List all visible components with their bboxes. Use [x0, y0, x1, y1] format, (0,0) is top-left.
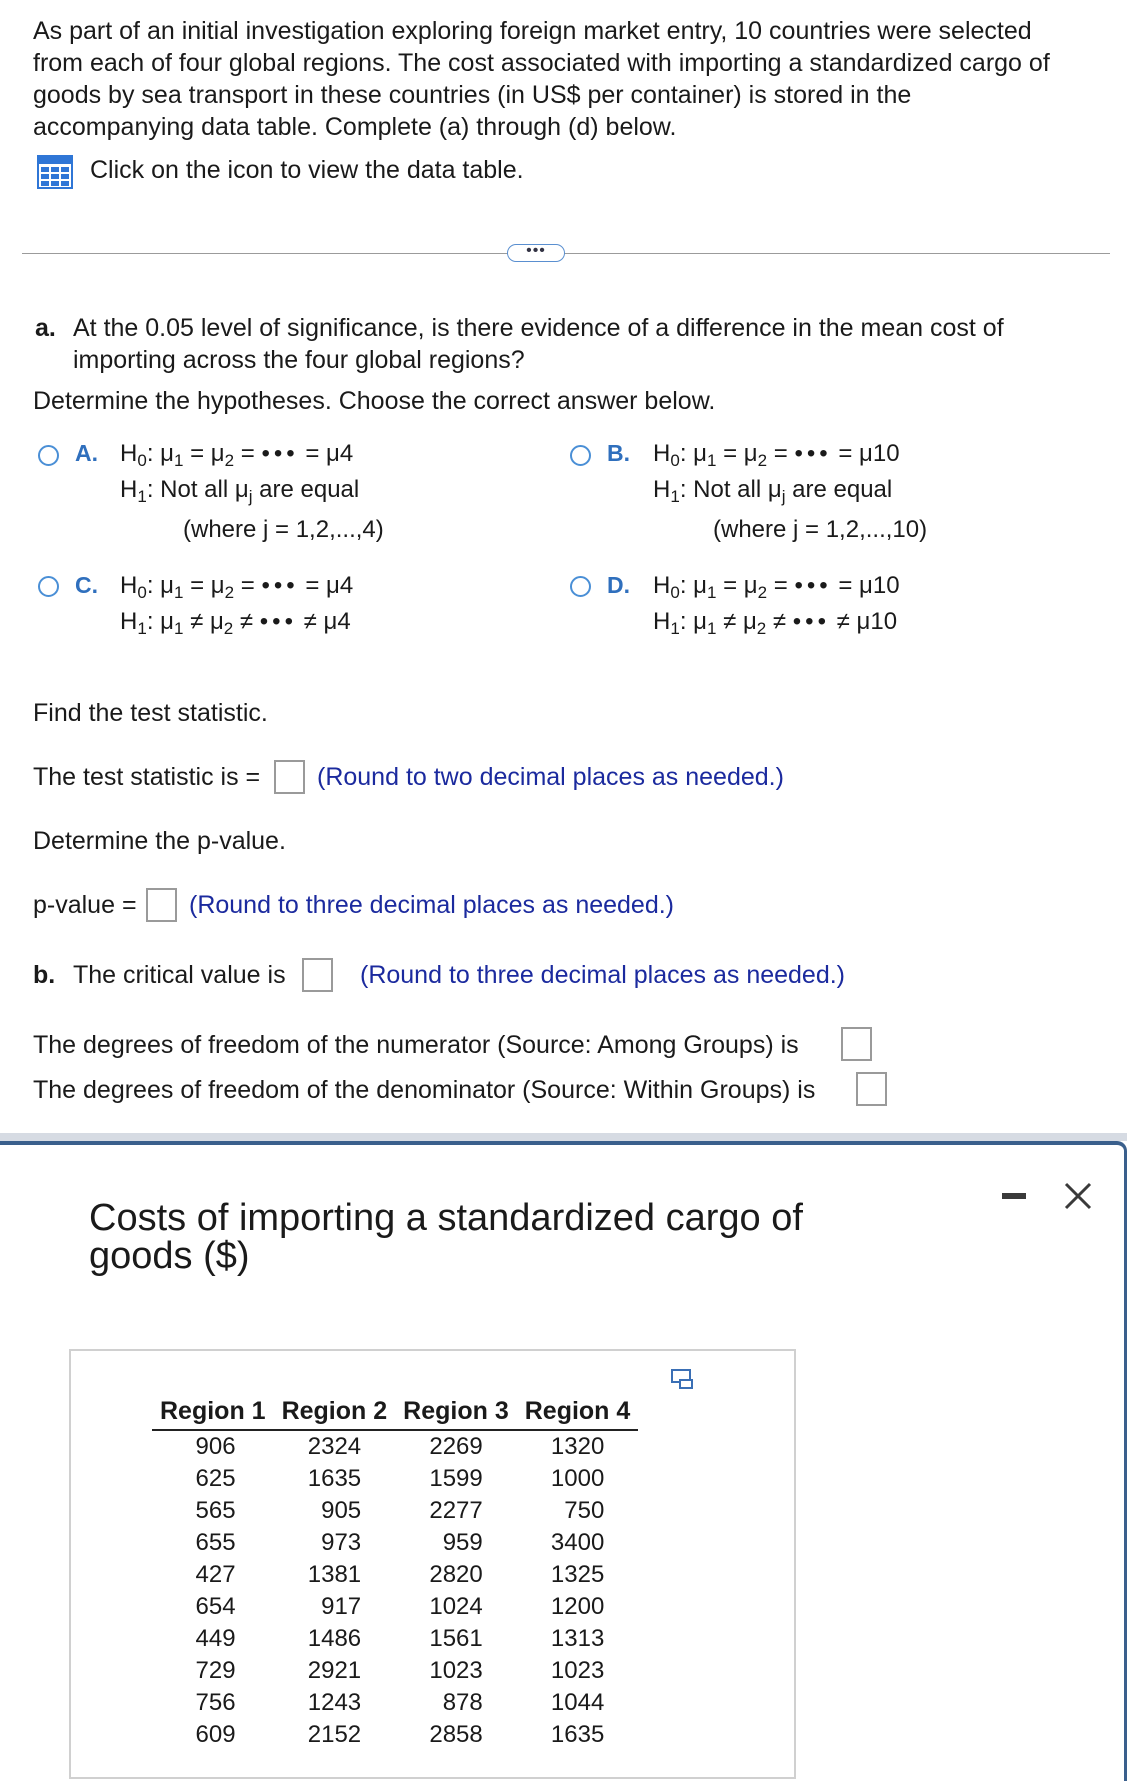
- option-c-h0-end: = μ4: [305, 572, 354, 599]
- question-line: At the 0.05 level of significance, is there evidence of a difference in the mean cost of: [73, 314, 1004, 342]
- option-d-h1-end: ≠ μ10: [836, 608, 898, 635]
- intro-line: As part of an initial investigation exploring foreign market entry, 10 countries were selected: [33, 17, 1032, 45]
- table-cell: 1325: [550, 1561, 605, 1588]
- table-header-row: [152, 1393, 638, 1430]
- dialog-title-line: Costs of importing a standardized cargo of: [89, 1197, 803, 1239]
- table-cell: 1635: [307, 1465, 362, 1492]
- table-cell: 565: [195, 1497, 236, 1524]
- header-region-4: Region 4: [517, 1393, 639, 1430]
- option-a-h1-text: Not all μ: [160, 476, 249, 503]
- table-cell: 1023: [429, 1657, 483, 1684]
- table-row: [152, 1559, 638, 1591]
- table-cell: 2858: [429, 1721, 483, 1748]
- table-cell: 1044: [550, 1689, 605, 1716]
- option-b-where: (where j = 1,2,...,10): [713, 516, 928, 543]
- intro-paragraph: [33, 15, 1113, 143]
- table-cell: 959: [442, 1529, 483, 1556]
- table-cell: 917: [321, 1593, 362, 1620]
- table-cell: 1486: [307, 1625, 362, 1652]
- option-c-h1: $H_1$: $\mu_1 \ne \mu_2$ ≠ ••• ≠ μ4: [120, 608, 351, 638]
- option-c-radio[interactable]: [38, 576, 59, 597]
- option-c-h1-end: ≠ μ4: [303, 608, 351, 635]
- table-cell: 1313: [550, 1625, 605, 1652]
- table-cell: 655: [195, 1529, 236, 1556]
- pvalue-hint: (Round to three decimal places as needed.): [189, 891, 675, 919]
- table-cell: 1000: [550, 1465, 605, 1492]
- copy-icon[interactable]: [671, 1368, 695, 1390]
- intro-line: goods by sea transport in these countries (in US$ per container) is stored in the: [33, 81, 912, 109]
- hypotheses-prompt: Determine the hypotheses. Choose the correct answer below.: [33, 387, 716, 415]
- costs-table: [152, 1393, 638, 1751]
- table-row: [152, 1463, 638, 1495]
- table-cell: 654: [195, 1593, 236, 1620]
- pvalue-input[interactable]: [146, 888, 177, 922]
- df-denominator-label: The degrees of freedom of the denominator (Source: Within Groups) is: [33, 1076, 816, 1104]
- dialog-title-line: goods ($): [89, 1235, 250, 1277]
- header-region-1: Region 1: [152, 1393, 274, 1430]
- table-row: [152, 1591, 638, 1623]
- table-cell: 2921: [307, 1657, 362, 1684]
- table-cell: 3400: [550, 1529, 605, 1556]
- find-stat-prompt: Find the test statistic.: [33, 699, 268, 727]
- header-region-2: Region 2: [274, 1393, 396, 1430]
- table-cell: 1024: [429, 1593, 483, 1620]
- minimize-icon: [1000, 1182, 1028, 1210]
- option-b-letter[interactable]: B.: [607, 440, 630, 466]
- dialog-title: [89, 1199, 803, 1275]
- data-table-icon[interactable]: [37, 155, 73, 189]
- option-b-radio[interactable]: [570, 445, 591, 466]
- table-cell: 1381: [307, 1561, 362, 1588]
- close-button[interactable]: [1062, 1180, 1094, 1212]
- critical-value-input[interactable]: [302, 958, 333, 992]
- option-a-h0-end: = μ4: [305, 440, 354, 467]
- option-b-h0: $H_0$: $\mu_1 = \mu_2$ = ••• = μ10: [653, 440, 900, 470]
- table-cell: 1243: [307, 1689, 362, 1716]
- table-cell: 1320: [550, 1433, 605, 1460]
- df-numerator-input[interactable]: [841, 1027, 872, 1061]
- question-line: importing across the four global regions?: [73, 346, 525, 374]
- table-cell: 973: [321, 1529, 362, 1556]
- table-cell: 1635: [550, 1721, 605, 1748]
- test-statistic-input[interactable]: [274, 760, 305, 794]
- minimize-button[interactable]: [1000, 1182, 1028, 1210]
- table-cell: 729: [195, 1657, 236, 1684]
- table-cell: 2820: [429, 1561, 483, 1588]
- table-cell: 1599: [429, 1465, 483, 1492]
- table-cell: 2324: [307, 1433, 362, 1460]
- table-row: [152, 1719, 638, 1751]
- table-cell: 1023: [550, 1657, 605, 1684]
- table-cell: 750: [564, 1497, 605, 1524]
- stat-hint: (Round to two decimal places as needed.): [317, 763, 784, 791]
- table-cell: 427: [195, 1561, 236, 1588]
- df-numerator-label: The degrees of freedom of the numerator (Source: Among Groups) is: [33, 1031, 799, 1059]
- option-a-letter[interactable]: A.: [75, 440, 98, 466]
- option-b-h1-tail: are equal: [792, 476, 893, 503]
- section-divider: [22, 253, 1110, 254]
- table-cell: 625: [195, 1465, 236, 1492]
- option-c-h0: $H_0$: $\mu_1 = \mu_2$ = ••• = μ4: [120, 572, 354, 602]
- table-cell: 878: [442, 1689, 483, 1716]
- option-d-h0-end: = μ10: [838, 572, 900, 599]
- option-a-radio[interactable]: [38, 445, 59, 466]
- table-cell: 1561: [429, 1625, 483, 1652]
- table-row: [152, 1623, 638, 1655]
- intro-line: accompanying data table. Complete (a) through (d) below.: [33, 113, 677, 141]
- pvalue-prompt: Determine the p-value.: [33, 827, 286, 855]
- table-row: [152, 1527, 638, 1559]
- critical-hint: (Round to three decimal places as needed.): [360, 961, 846, 989]
- df-denominator-input[interactable]: [856, 1072, 887, 1106]
- table-cell: 2152: [307, 1721, 362, 1748]
- part-b-label: b.: [33, 961, 56, 989]
- close-icon: [1062, 1180, 1094, 1212]
- table-cell: 449: [195, 1625, 236, 1652]
- expand-more-button[interactable]: •••: [507, 244, 565, 262]
- option-d-h1: $H_1$: $\mu_1 \ne \mu_2$ ≠ ••• ≠ μ10: [653, 608, 898, 638]
- option-d-h0: $H_0$: $\mu_1 = \mu_2$ = ••• = μ10: [653, 572, 900, 602]
- option-c-letter[interactable]: C.: [75, 572, 98, 598]
- data-table-link[interactable]: Click on the icon to view the data table.: [90, 156, 524, 184]
- table-row: [152, 1655, 638, 1687]
- table-cell: 756: [195, 1689, 236, 1716]
- part-a-question: [73, 312, 1113, 376]
- part-a-label: a.: [35, 314, 56, 342]
- header-region-3: Region 3: [395, 1393, 517, 1430]
- option-a-h1: $H_1$: Not all $\mu_j$ are equal: [120, 476, 360, 506]
- table-cell: 1200: [550, 1593, 605, 1620]
- table-row: [152, 1495, 638, 1527]
- table-cell: 2269: [429, 1433, 483, 1460]
- option-d-radio[interactable]: [570, 576, 591, 597]
- table-cell: 905: [321, 1497, 362, 1524]
- table-cell: 906: [195, 1433, 236, 1460]
- pvalue-label: p-value =: [33, 891, 137, 919]
- option-b-h1-text: Not all μ: [693, 476, 782, 503]
- intro-line: from each of four global regions. The cost associated with importing a standardized cargo of: [33, 49, 1050, 77]
- table-cell: 609: [195, 1721, 236, 1748]
- table-row: [152, 1687, 638, 1719]
- option-a-where: (where j = 1,2,...,4): [183, 516, 384, 543]
- option-d-letter[interactable]: D.: [607, 572, 630, 598]
- table-cell: 2277: [429, 1497, 483, 1524]
- option-a-h1-tail: are equal: [259, 476, 360, 503]
- table-row: [152, 1430, 638, 1463]
- panel-shadow: [0, 1133, 1127, 1141]
- option-a-h0: $H_0$: $\mu_1 = \mu_2$ = ••• = μ4: [120, 440, 354, 470]
- option-b-h0-end: = μ10: [838, 440, 900, 467]
- option-b-h1: $H_1$: Not all $\mu_j$ are equal: [653, 476, 893, 506]
- stat-label: The test statistic is =: [33, 763, 261, 791]
- critical-label: The critical value is: [73, 961, 286, 989]
